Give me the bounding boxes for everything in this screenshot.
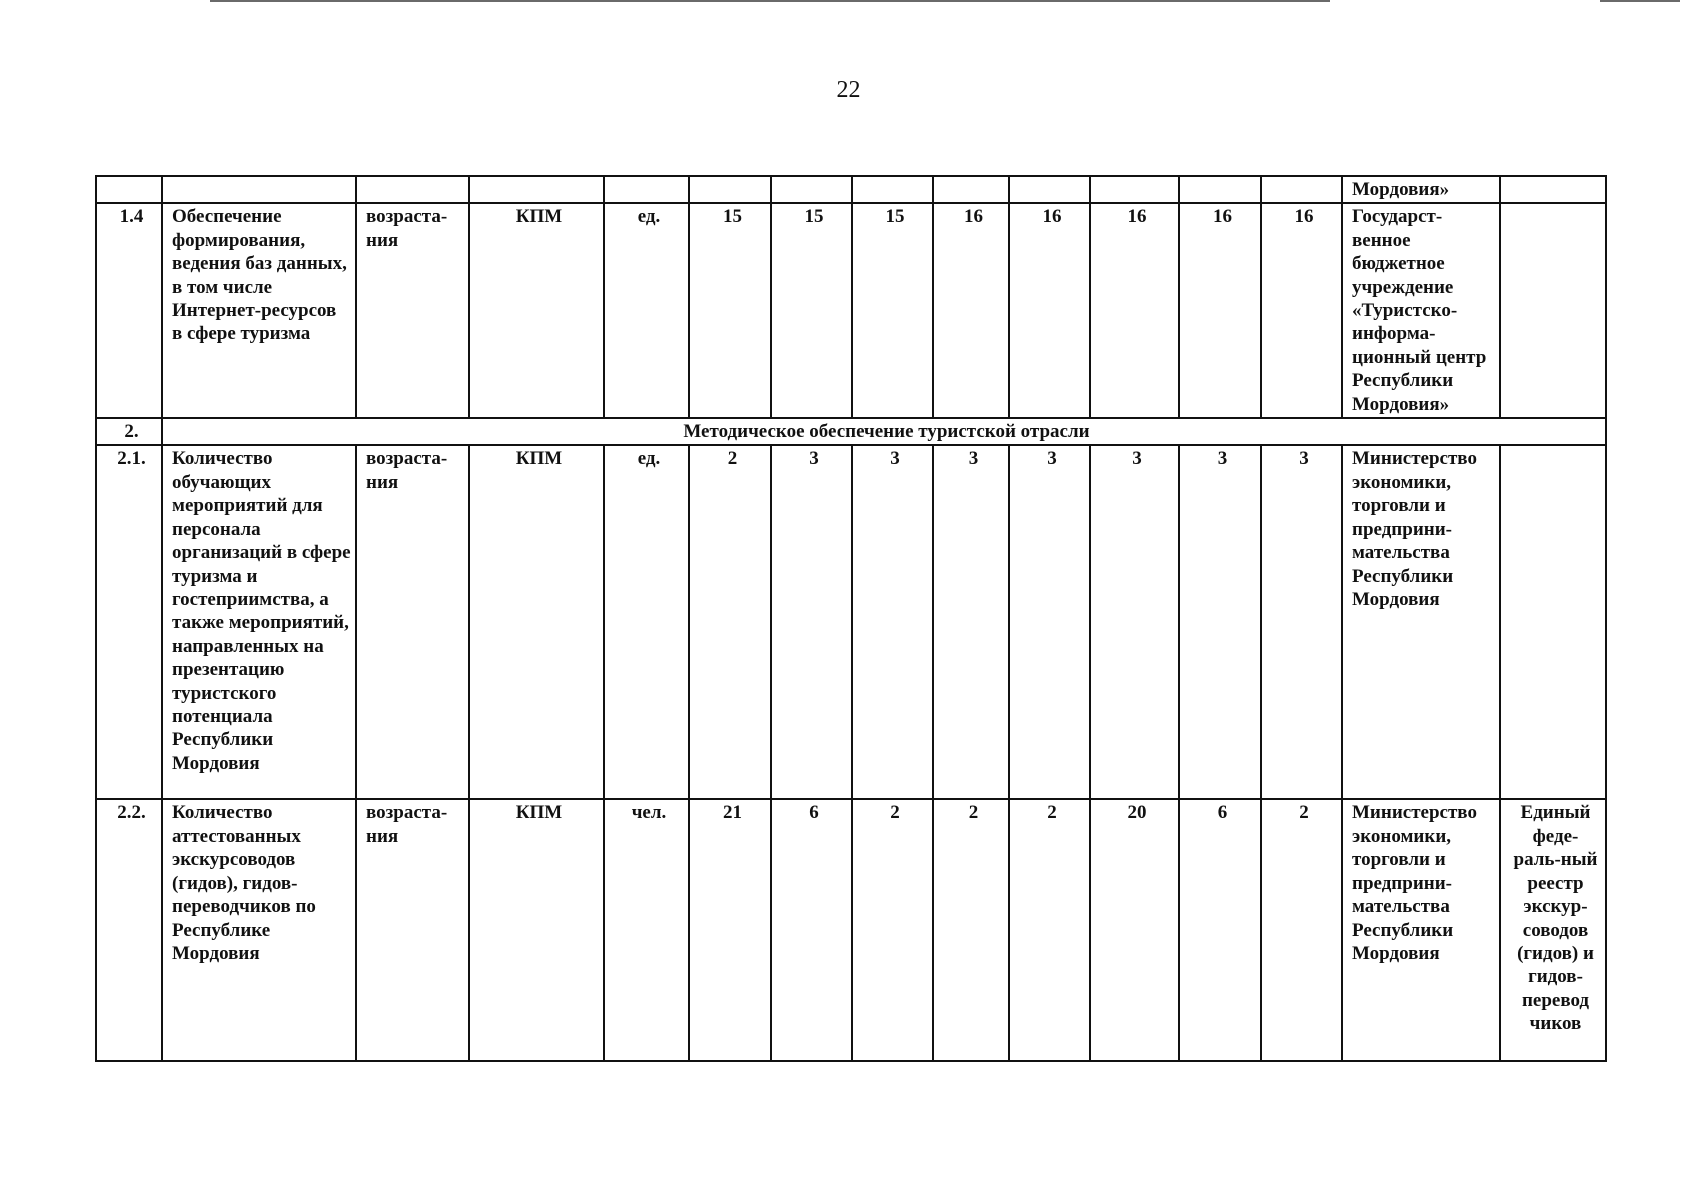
cell-direction xyxy=(356,176,469,203)
cell-value xyxy=(1009,176,1090,203)
indicators-table xyxy=(95,175,1607,1062)
cell-value: 3 xyxy=(1179,445,1261,799)
cell-responsible: Государст-венное бюджетное учреждение «Туристско-информа-ционный центр Республики Мордовия» xyxy=(1342,203,1500,418)
cell-num: 1.4 xyxy=(96,203,162,418)
cell-responsible: Мордовия» xyxy=(1342,176,1500,203)
cell-value xyxy=(771,176,852,203)
cell-num: 2.2. xyxy=(96,799,162,1061)
cell-value: 16 xyxy=(1179,203,1261,418)
cell-unit xyxy=(604,176,689,203)
cell-value: 2 xyxy=(852,799,933,1061)
cell-direction: возраста-ния xyxy=(356,445,469,799)
cell-value: 20 xyxy=(1090,799,1179,1061)
cell-name: Количество аттестованных экскурсоводов (гидов), гидов-переводчиков по Республике Мордовия xyxy=(162,799,356,1061)
cell-name: Обеспечение формирования, ведения баз данных, в том числе Интернет-ресурсов в сфере туризма xyxy=(162,203,356,418)
scan-edge-line-left xyxy=(210,0,1330,2)
cell-value: 6 xyxy=(771,799,852,1061)
cell-value xyxy=(852,176,933,203)
cell-value: 2 xyxy=(933,799,1009,1061)
cell-value xyxy=(689,176,771,203)
cell-direction: возраста-ния xyxy=(356,799,469,1061)
cell-unit: чел. xyxy=(604,799,689,1061)
cell-value xyxy=(1090,176,1179,203)
cell-value: 3 xyxy=(1090,445,1179,799)
cell-unit: ед. xyxy=(604,203,689,418)
cell-value: 3 xyxy=(1261,445,1342,799)
cell-source xyxy=(1500,203,1606,418)
cell-responsible: Министерство экономики, торговли и предприни-мательства Республики Мордовия xyxy=(1342,799,1500,1061)
cell-name xyxy=(162,176,356,203)
cell-num: 2.1. xyxy=(96,445,162,799)
cell-value: 16 xyxy=(1261,203,1342,418)
cell-type: КПМ xyxy=(469,203,604,418)
cell-num xyxy=(96,176,162,203)
cell-value xyxy=(1261,176,1342,203)
cell-direction: возраста-ния xyxy=(356,203,469,418)
table-row xyxy=(96,445,1606,799)
cell-value: 16 xyxy=(933,203,1009,418)
cell-value: 21 xyxy=(689,799,771,1061)
cell-source xyxy=(1500,445,1606,799)
cell-value: 2 xyxy=(689,445,771,799)
cell-type xyxy=(469,176,604,203)
cell-value: 16 xyxy=(1009,203,1090,418)
cell-type: КПМ xyxy=(469,445,604,799)
table-row-continuation xyxy=(96,176,1606,203)
cell-value: 2 xyxy=(1009,799,1090,1061)
cell-value: 2 xyxy=(1261,799,1342,1061)
cell-value xyxy=(933,176,1009,203)
cell-value: 15 xyxy=(771,203,852,418)
cell-value: 6 xyxy=(1179,799,1261,1061)
cell-value: 3 xyxy=(1009,445,1090,799)
cell-source xyxy=(1500,176,1606,203)
cell-value: 15 xyxy=(689,203,771,418)
section-title: Методическое обеспечение туристской отрасли xyxy=(162,418,1606,445)
cell-unit: ед. xyxy=(604,445,689,799)
cell-value xyxy=(1179,176,1261,203)
cell-source: Единый феде-раль-ный реестр экскур-соводов (гидов) и гидов-перевод чиков xyxy=(1500,799,1606,1061)
cell-value: 3 xyxy=(933,445,1009,799)
section-num: 2. xyxy=(96,418,162,445)
cell-type: КПМ xyxy=(469,799,604,1061)
page-number: 22 xyxy=(836,77,861,103)
cell-name: Количество обучающих мероприятий для персонала организаций в сфере туризма и гостеприимства, а также мероприятий, направленных на презентацию туристского потенциала Республики Мордовия xyxy=(162,445,356,799)
table-row xyxy=(96,799,1606,1061)
table-section-row xyxy=(96,418,1606,445)
cell-value: 15 xyxy=(852,203,933,418)
table-row xyxy=(96,203,1606,418)
cell-value: 3 xyxy=(771,445,852,799)
cell-value: 3 xyxy=(852,445,933,799)
scan-edge-line-right xyxy=(1600,0,1680,2)
cell-value: 16 xyxy=(1090,203,1179,418)
cell-responsible: Министерство экономики, торговли и предприни-мательства Республики Мордовия xyxy=(1342,445,1500,799)
